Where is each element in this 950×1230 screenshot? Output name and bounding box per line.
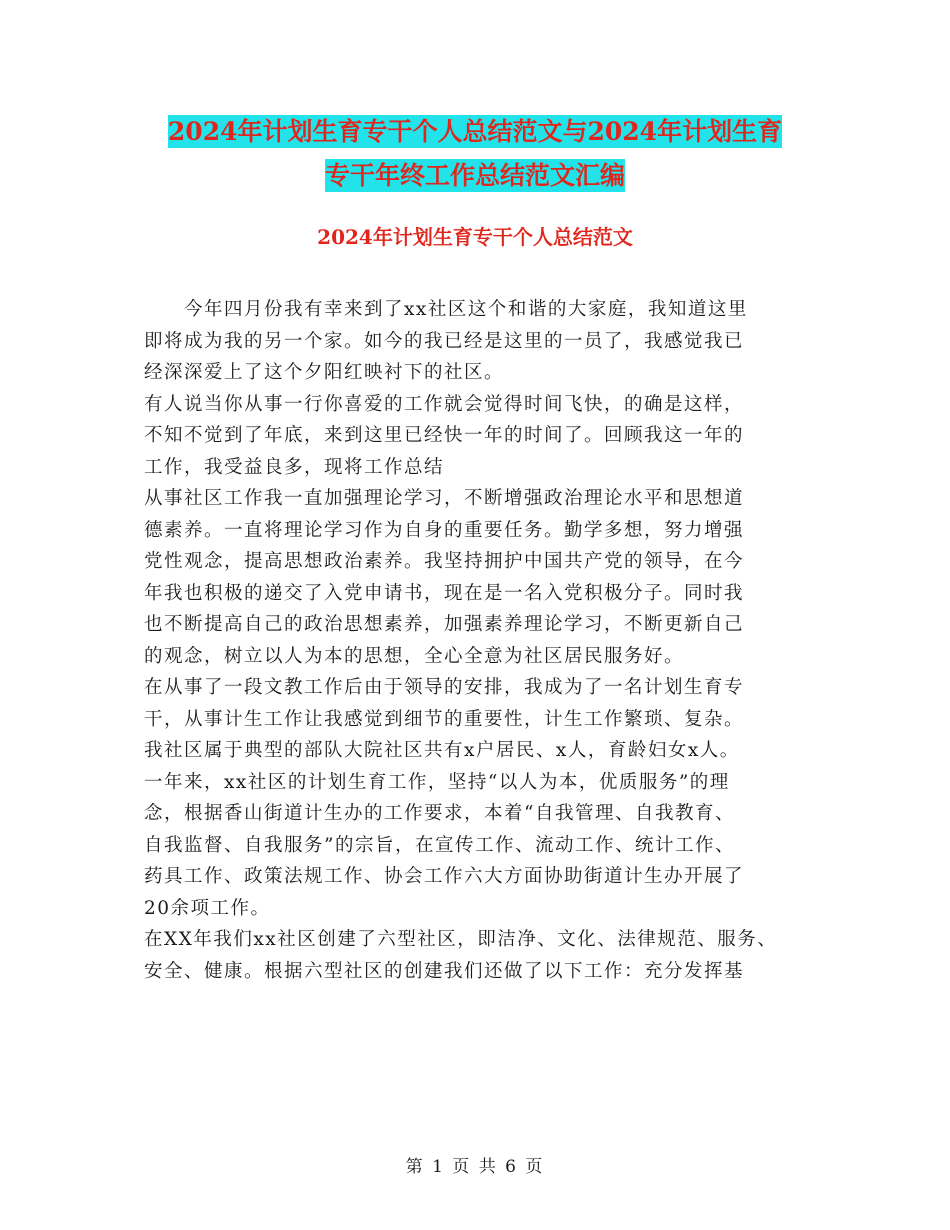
body-line: 自我监督、自我服务”的宗旨，在宣传工作、流动工作、统计工作、 <box>144 834 735 856</box>
body-line: 20余项工作。 <box>144 897 271 919</box>
document-title-line-1: 2024年计划生育专干个人总结范文与2024年计划生育 <box>167 117 783 146</box>
body-line: 一年来，xx社区的计划生育工作，坚持“以人为本，优质服务”的理 <box>144 771 730 793</box>
body-line: 干，从事计生工作让我感觉到细节的重要性，计生工作繁琐、复杂。 <box>144 708 745 730</box>
body-line: 即将成为我的另一个家。如今的我已经是这里的一员了，我感觉我已 <box>144 330 745 352</box>
body-line: 党性观念，提高思想政治素养。我坚持拥护中国共产党的领导，在今 <box>144 551 745 572</box>
body-line: 不知不觉到了年底，来到这里已经快一年的时间了。回顾我这一年的 <box>144 425 745 446</box>
body-line: 从事社区工作我一直加强理论学习，不断增强政治理论水平和思想道 <box>144 488 745 509</box>
body-line: 药具工作、政策法规工作、协会工作六大方面协助街道计生办开展了 <box>144 866 745 887</box>
page-footer: 第 1 页 共 6 页 <box>405 1157 545 1177</box>
section-title: 2024年计划生育专干个人总结范文 <box>317 225 633 249</box>
body-line: 在XX年我们xx社区创建了六型社区，即洁净、文化、法律规范、服务、 <box>144 929 778 950</box>
document-title <box>0 110 950 198</box>
body-text <box>144 294 834 987</box>
body-line: 在从事了一段文教工作后由于领导的安排，我成为了一名计划生育专 <box>144 677 745 698</box>
body-line: 今年四月份我有幸来到了xx社区这个和谐的大家庭，我知道这里 <box>184 299 748 320</box>
body-line: 安全、健康。根据六型社区的创建我们还做了以下工作：充分发挥基 <box>144 960 745 982</box>
body-line: 的观念，树立以人为本的思想，全心全意为社区居民服务好。 <box>144 645 685 667</box>
body-line: 我社区属于典型的部队大院社区共有x户居民、x人，育龄妇女x人。 <box>144 740 740 761</box>
body-line: 有人说当你从事一行你喜爱的工作就会觉得时间飞快，的确是这样， <box>144 393 745 415</box>
body-line: 念，根据香山街道计生办的工作要求，本着“自我管理、自我教育、 <box>144 803 735 824</box>
document-title-line-2: 专干年终工作总结范文汇编 <box>324 161 625 190</box>
body-line: 德素养。一直将理论学习作为自身的重要任务。勤学多想，努力增强 <box>144 519 745 541</box>
body-line: 年我也积极的递交了入党申请书，现在是一名入党积极分子。同时我 <box>144 582 745 604</box>
body-line: 也不断提高自己的政治思想素养，加强素养理论学习，不断更新自己 <box>144 614 745 635</box>
body-line: 经深深爱上了这个夕阳红映衬下的社区。 <box>144 362 505 383</box>
body-line: 工作，我受益良多，现将工作总结 <box>144 456 445 478</box>
